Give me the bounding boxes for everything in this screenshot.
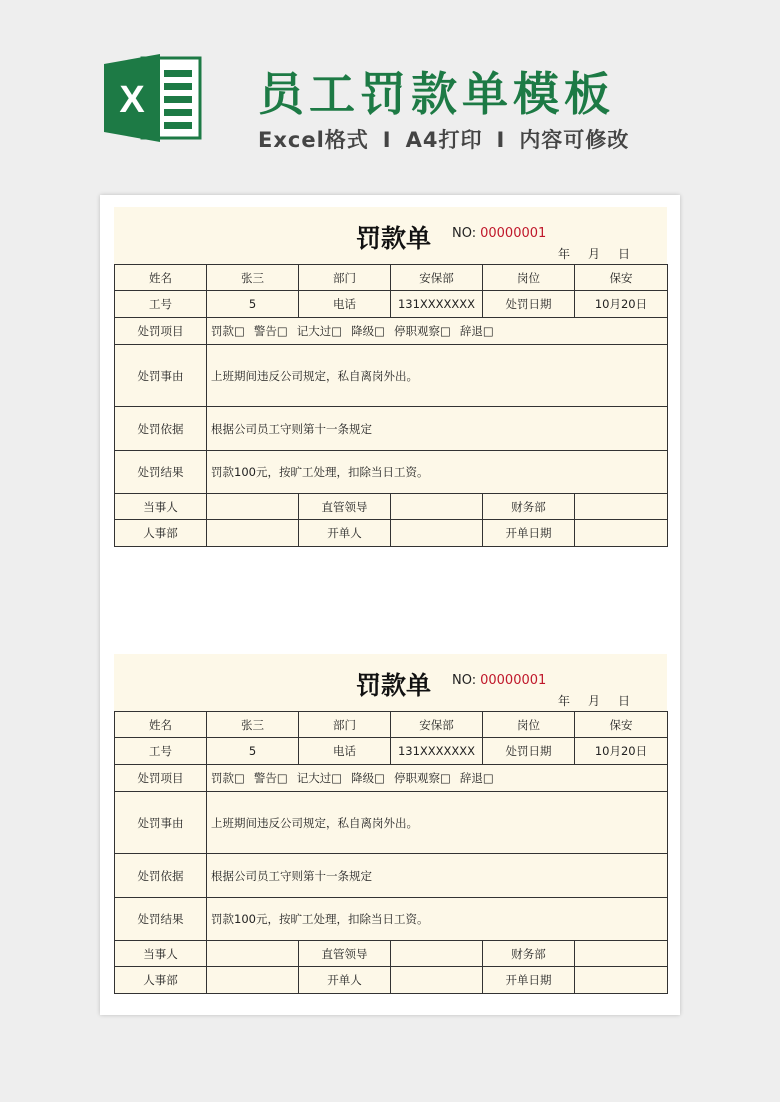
table-row xyxy=(115,494,668,520)
result-value[interactable]: 罚款100元，按旷工处理，扣除当日工资。 xyxy=(207,451,668,494)
form-table xyxy=(114,711,668,994)
option-fine-checkbox[interactable]: 罚款□ xyxy=(211,771,245,785)
table-row xyxy=(115,792,668,854)
penalty-type-label: 处罚项目 xyxy=(115,765,207,792)
penalty-date-value[interactable]: 10月20日 xyxy=(575,291,668,318)
position-label: 岗位 xyxy=(483,712,575,738)
form-date: 年 月 日 xyxy=(558,694,631,708)
table-row xyxy=(115,898,668,941)
finance-signature[interactable] xyxy=(575,494,668,520)
form-header xyxy=(114,654,667,711)
option-fine-checkbox[interactable]: 罚款□ xyxy=(211,324,245,338)
form-title: 罚款单 xyxy=(356,671,432,700)
issue-date-value[interactable] xyxy=(575,967,668,994)
issue-date-label: 开单日期 xyxy=(483,520,575,547)
option-suspension-checkbox[interactable]: 停职观察□ xyxy=(394,771,451,785)
phone-label: 电话 xyxy=(299,738,391,765)
party-label: 当事人 xyxy=(115,494,207,520)
form-number-value: 00000001 xyxy=(480,226,547,241)
table-row xyxy=(115,765,668,792)
form-title: 罚款单 xyxy=(356,224,432,253)
table-row xyxy=(115,291,668,318)
table-row xyxy=(115,318,668,345)
page-title: 员工罚款单模板 xyxy=(258,67,615,121)
option-dismissal-checkbox[interactable]: 辞退□ xyxy=(459,771,494,785)
page-header xyxy=(0,0,780,180)
option-suspension-checkbox[interactable]: 停职观察□ xyxy=(394,324,451,338)
party-signature[interactable] xyxy=(207,494,299,520)
name-label: 姓名 xyxy=(115,265,207,291)
form-header xyxy=(114,207,667,264)
issuer-label: 开单人 xyxy=(299,520,391,547)
employee-id-value[interactable]: 5 xyxy=(207,291,299,318)
reason-label: 处罚事由 xyxy=(115,792,207,854)
table-row xyxy=(115,451,668,494)
phone-value[interactable]: 131XXXXXXX xyxy=(391,738,483,765)
issuer-signature[interactable] xyxy=(391,967,483,994)
phone-label: 电话 xyxy=(299,291,391,318)
supervisor-label: 直管领导 xyxy=(299,494,391,520)
finance-label: 财务部 xyxy=(483,941,575,967)
party-signature[interactable] xyxy=(207,941,299,967)
penalty-date-value[interactable]: 10月20日 xyxy=(575,738,668,765)
issuer-label: 开单人 xyxy=(299,967,391,994)
department-value[interactable]: 安保部 xyxy=(391,712,483,738)
name-value[interactable]: 张三 xyxy=(207,712,299,738)
issuer-signature[interactable] xyxy=(391,520,483,547)
table-row xyxy=(115,738,668,765)
employee-id-value[interactable]: 5 xyxy=(207,738,299,765)
table-row xyxy=(115,854,668,898)
hr-label: 人事部 xyxy=(115,967,207,994)
fine-form-2 xyxy=(114,654,667,994)
basis-value[interactable]: 根据公司员工守则第十一条规定 xyxy=(207,407,668,451)
option-warning-checkbox[interactable]: 警告□ xyxy=(253,324,288,338)
option-demotion-checkbox[interactable]: 降级□ xyxy=(351,771,385,785)
fine-form-1 xyxy=(114,207,667,547)
supervisor-signature[interactable] xyxy=(391,494,483,520)
reason-label: 处罚事由 xyxy=(115,345,207,407)
reason-value[interactable]: 上班期间违反公司规定，私自离岗外出。 xyxy=(207,345,668,407)
penalty-type-label: 处罚项目 xyxy=(115,318,207,345)
subtitle-editable: 内容可修改 xyxy=(519,128,630,152)
excel-logo-letter: X xyxy=(119,79,145,121)
position-value[interactable]: 保安 xyxy=(575,265,668,291)
hr-signature[interactable] xyxy=(207,967,299,994)
phone-value[interactable]: 131XXXXXXX xyxy=(391,291,483,318)
reason-value[interactable]: 上班期间违反公司规定，私自离岗外出。 xyxy=(207,792,668,854)
form-date: 年 月 日 xyxy=(558,247,631,261)
table-row xyxy=(115,407,668,451)
option-demotion-checkbox[interactable]: 降级□ xyxy=(351,324,385,338)
document-sheet xyxy=(100,195,680,1015)
employee-id-label: 工号 xyxy=(115,738,207,765)
name-value[interactable]: 张三 xyxy=(207,265,299,291)
hr-label: 人事部 xyxy=(115,520,207,547)
table-row xyxy=(115,345,668,407)
penalty-type-options xyxy=(207,765,668,792)
department-label: 部门 xyxy=(299,712,391,738)
page-subtitle xyxy=(258,124,629,154)
table-row xyxy=(115,967,668,994)
penalty-type-options xyxy=(207,318,668,345)
subtitle-print: A4打印 xyxy=(405,128,483,152)
form-table xyxy=(114,264,668,547)
employee-id-label: 工号 xyxy=(115,291,207,318)
subtitle-format: Excel格式 xyxy=(258,128,369,152)
position-value[interactable]: 保安 xyxy=(575,712,668,738)
issue-date-label: 开单日期 xyxy=(483,967,575,994)
option-dismissal-checkbox[interactable]: 辞退□ xyxy=(459,324,494,338)
supervisor-label: 直管领导 xyxy=(299,941,391,967)
subtitle-separator: I xyxy=(382,128,392,152)
form-number-value: 00000001 xyxy=(480,673,547,688)
department-value[interactable]: 安保部 xyxy=(391,265,483,291)
basis-label: 处罚依据 xyxy=(115,854,207,898)
result-label: 处罚结果 xyxy=(115,451,207,494)
finance-label: 财务部 xyxy=(483,494,575,520)
table-row xyxy=(115,941,668,967)
basis-label: 处罚依据 xyxy=(115,407,207,451)
issue-date-value[interactable] xyxy=(575,520,668,547)
name-label: 姓名 xyxy=(115,712,207,738)
penalty-date-label: 处罚日期 xyxy=(483,738,575,765)
basis-value[interactable]: 根据公司员工守则第十一条规定 xyxy=(207,854,668,898)
option-demerit-checkbox[interactable]: 记大过□ xyxy=(296,771,343,785)
party-label: 当事人 xyxy=(115,941,207,967)
result-label: 处罚结果 xyxy=(115,898,207,941)
option-demerit-checkbox[interactable]: 记大过□ xyxy=(296,324,343,338)
finance-signature[interactable] xyxy=(575,941,668,967)
hr-signature[interactable] xyxy=(207,520,299,547)
option-warning-checkbox[interactable]: 警告□ xyxy=(253,771,288,785)
excel-logo-icon xyxy=(104,52,204,144)
position-label: 岗位 xyxy=(483,265,575,291)
form-number: NO: 00000001 xyxy=(452,226,547,241)
table-row xyxy=(115,520,668,547)
result-value[interactable]: 罚款100元，按旷工处理，扣除当日工资。 xyxy=(207,898,668,941)
form-number: NO: 00000001 xyxy=(452,673,547,688)
department-label: 部门 xyxy=(299,265,391,291)
table-row xyxy=(115,712,668,738)
supervisor-signature[interactable] xyxy=(391,941,483,967)
table-row xyxy=(115,265,668,291)
penalty-date-label: 处罚日期 xyxy=(483,291,575,318)
subtitle-separator: I xyxy=(496,128,506,152)
